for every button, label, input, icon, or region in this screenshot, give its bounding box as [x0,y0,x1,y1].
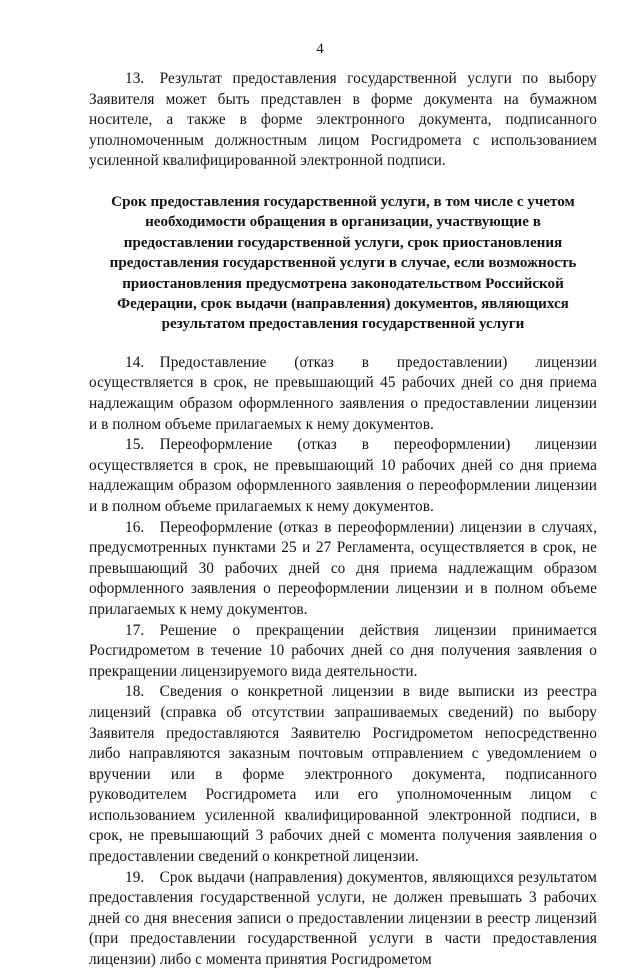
paragraph-15: 15. Переоформление (отказ в переоформлении) лицензии осуществляется в срок, не превышающий 10 рабочих дней со дня приема надлежащим образом оформленного заявления о переоформлении лицензии и в полном объеме прилагаемых к нему документов. [89,436,597,515]
page-number: 4 [316,41,324,57]
paragraph-18: 18. Сведения о конкретной лицензии в виде выписки из реестра лицензий (справка об отсутствии запрашиваемых сведений) по выбору Заявителя предоставляются Заявителю Росгидрометом непосредственно либо направляются заказным почтовым отправлением с уведомлением о вручении или в форме электронного документа, подписанного руководителем Росгидромета или его уполномоченным лицом с использованием усиленной квалифицированной электронной подписи, в срок, не превышающий 3 рабочих дней с момента получения заявления о предоставлении сведений о конкретной лицензии. [89,683,597,866]
document-body [89,69,597,971]
paragraph-14: 14. Предоставление (отказ в предоставлении) лицензии осуществляется в срок, не превышающий 45 рабочих дней со дня приема надлежащим образом оформленного заявления о предоставлении лицензии и в полном объеме прилагаемых к нему документов. [89,353,597,433]
paragraph-17: 17. Решение о прекращении действия лицензии принимается Росгидрометом в течение 10 рабочих дней со дня получения заявления о прекращении лицензируемого вида деятельности. [89,621,597,680]
paragraph-13: 13. Результат предоставления государственной услуги по выбору Заявителя может быть представлен в форме документа на бумажном носителе, а также в форме электронного документа, подписанного уполномоченным должностным лицом Росгидромета с использованием усиленной квалифицированной электронной подписи. [89,70,597,170]
section-heading: Срок предоставления государственной услуги, в том числе с учетом необходимости обращения в организации, участвующие в предоставлении государственной услуги, срок приостановления предоставления государственной услуги в случае, если возможность приостановления предусмотрена законодательством Российской Федерации, срок выдачи (направления) документов, являющихся результатом предоставления государственной услуги [109,193,577,333]
paragraph-19: 19. Срок выдачи (направления) документов, являющихся результатом предоставления государственной услуги, не должен превышать 3 рабочих дней со дня внесения записи о предоставлении лицензии в реестр лицензий (при предоставлении государственной услуги в части предоставления лицензии) либо с момента принятия Росгидрометом [89,868,597,969]
paragraph-16: 16. Переоформление (отказ в переоформлении) лицензии в случаях, предусмотренных пунктами 25 и 27 Регламента, осуществляется в срок, не превышающий 30 рабочих дней со дня приема надлежащим образом оформленного заявления о переоформлении лицензии и в полном объеме прилагаемых к нему документов. [89,518,597,618]
